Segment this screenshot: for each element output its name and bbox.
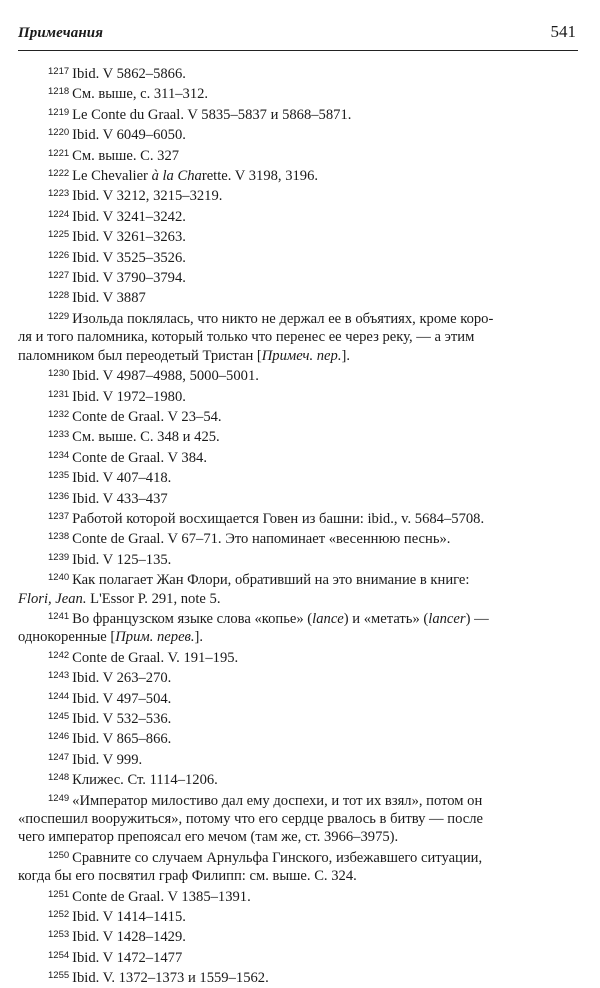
note-1240 <box>18 569 578 608</box>
note-text: Ibid. V 263–270. <box>72 670 172 687</box>
note-1223 <box>18 185 578 205</box>
note-number: 1249 <box>48 792 70 804</box>
running-title: Примечания <box>18 25 104 41</box>
note-text: Ibid. V 407–418. <box>72 470 172 487</box>
note-text-italic: lancer <box>428 610 466 627</box>
note-number: 1247 <box>48 751 70 763</box>
note-number: 1234 <box>48 449 70 461</box>
note-text: Ibid. V 3241–3242. <box>72 208 186 225</box>
note-text: Conte de Graal. V. 191–195. <box>72 649 239 666</box>
note-text: Работой которой восхищается Говен из башни: ibid., v. 5684–5708. <box>72 510 485 527</box>
note-1219 <box>18 104 578 124</box>
note-line <box>48 608 578 628</box>
note-text: rette. V 3198, 3196. <box>201 168 319 185</box>
note-1252 <box>18 906 578 926</box>
note-number: 1236 <box>48 490 70 502</box>
note-text: Ibid. V 433–437 <box>72 490 168 507</box>
note-text-italic: Примеч. пер. <box>261 347 342 364</box>
note-line <box>48 790 578 810</box>
note-number: 1226 <box>48 249 70 261</box>
note-number: 1248 <box>48 772 70 784</box>
note-1248 <box>18 769 578 789</box>
note-text: Ibid. V 1414–1415. <box>72 909 186 926</box>
note-1220 <box>18 124 578 144</box>
note-text: Ibid. V 3525–3526. <box>72 249 186 266</box>
note-1230 <box>18 365 578 385</box>
note-line <box>48 847 578 867</box>
note-1237 <box>18 508 578 528</box>
note-1249 <box>18 790 578 847</box>
note-text: См. выше. С. 348 и 425. <box>72 429 220 446</box>
note-1218 <box>18 83 578 103</box>
note-1251 <box>18 886 578 906</box>
note-number: 1228 <box>48 290 70 302</box>
note-line <box>18 347 578 365</box>
note-1243 <box>18 667 578 687</box>
note-1254 <box>18 947 578 967</box>
note-number: 1253 <box>48 929 70 941</box>
page-header <box>18 22 578 51</box>
note-text: Ibid. V 3887 <box>72 290 146 307</box>
note-text-italic: lance <box>312 610 344 627</box>
note-text: Ibid. V 1972–1980. <box>72 388 186 405</box>
note-number: 1217 <box>48 66 70 77</box>
note-line: «поспешил вооружиться», потому что его сердце рвалось в битву — после <box>18 811 483 828</box>
note-number: 1222 <box>48 168 70 180</box>
note-text: Conte de Graal. V 67–71. Это напоминает «весеннюю песнь». <box>72 531 451 548</box>
note-number: 1235 <box>48 470 70 482</box>
note-number: 1243 <box>48 670 70 682</box>
note-text: ]. <box>194 629 204 646</box>
note-1253 <box>18 926 578 946</box>
note-text: Ibid. V 3790–3794. <box>72 270 186 287</box>
note-text-italic: Flori, Jean. <box>18 590 87 607</box>
note-1236 <box>18 488 578 508</box>
note-text: L'Essor P. 291, note 5. <box>86 590 221 607</box>
note-line: когда бы его посвятил граф Филипп: см. выше. С. 324. <box>18 868 357 885</box>
note-number: 1221 <box>48 147 70 159</box>
note-text: Conte de Graal. V 23–54. <box>72 408 222 425</box>
note-1227 <box>18 267 578 287</box>
note-1222 <box>18 165 578 185</box>
note-number: 1225 <box>48 229 70 241</box>
note-1242 <box>18 647 578 667</box>
note-text: Ibid. V 497–504. <box>72 690 172 707</box>
note-text: Conte de Graal. V 384. <box>72 449 207 466</box>
note-text-italic: Прим. перев. <box>115 629 195 646</box>
note-1247 <box>18 749 578 769</box>
note-text: однокоренные [ <box>18 629 116 646</box>
note-text: Ibid. V 865–866. <box>72 731 172 748</box>
note-1244 <box>18 688 578 708</box>
note-number: 1254 <box>48 949 70 961</box>
note-number: 1255 <box>48 970 70 982</box>
page-number: 541 <box>550 22 576 41</box>
note-1246 <box>18 728 578 748</box>
note-text: Во французском языке слова «копье» ( <box>72 610 313 627</box>
note-text: См. выше, с. 311–312. <box>72 86 209 103</box>
note-number: 1239 <box>48 551 70 563</box>
note-number: 1230 <box>48 368 70 380</box>
note-number: 1233 <box>48 429 70 441</box>
endnotes-list <box>18 63 578 988</box>
note-1221 <box>18 145 578 165</box>
note-1217 <box>18 63 578 83</box>
note-1233 <box>18 426 578 446</box>
note-text: Ibid. V 1428–1429. <box>72 929 186 946</box>
note-number: 1241 <box>48 610 70 622</box>
note-text: Клижес. Ст. 1114–1206. <box>72 772 218 789</box>
note-number: 1252 <box>48 909 70 921</box>
note-1224 <box>18 206 578 226</box>
note-text: Изольда поклялась, что никто не держал ее в объятиях, кроме коро- <box>72 310 494 327</box>
note-number: 1237 <box>48 510 70 522</box>
note-1245 <box>18 708 578 728</box>
note-text: ) — <box>465 610 489 627</box>
note-1250 <box>18 847 578 886</box>
note-text: «Император милостиво дал ему доспехи, и тот их взял», потом он <box>72 792 483 809</box>
note-1228 <box>18 287 578 307</box>
note-1238 <box>18 528 578 548</box>
note-line: ля и того паломника, который только что перенес ее через реку, — а этим <box>18 329 475 346</box>
note-1235 <box>18 467 578 487</box>
note-text: Ibid. V. 1372–1373 и 1559–1562. <box>72 970 269 987</box>
note-text: Ibid. V 6049–6050. <box>72 127 186 144</box>
note-number: 1219 <box>48 106 70 118</box>
note-number: 1240 <box>48 572 70 584</box>
note-1232 <box>18 406 578 426</box>
note-1241 <box>18 608 578 647</box>
note-text: Conte de Graal. V 1385–1391. <box>72 888 251 905</box>
note-text: Ibid. V 532–536. <box>72 711 172 727</box>
note-number: 1224 <box>48 208 70 220</box>
note-number: 1242 <box>48 649 70 661</box>
note-1225 <box>18 226 578 246</box>
note-number: 1218 <box>48 86 70 98</box>
note-1239 <box>18 549 578 569</box>
note-1234 <box>18 447 578 467</box>
note-text: Ibid. V 4987–4988, 5000–5001. <box>72 368 259 385</box>
note-line <box>48 308 578 328</box>
note-text: Как полагает Жан Флори, обративший на это внимание в книге: <box>72 572 470 589</box>
note-1255 <box>18 967 578 987</box>
note-number: 1246 <box>48 731 70 743</box>
note-text: Ibid. V 3212, 3215–3219. <box>72 188 223 205</box>
note-number: 1232 <box>48 408 70 420</box>
note-text: паломником был переодетый Тристан [ <box>18 347 262 364</box>
note-number: 1223 <box>48 188 70 200</box>
note-text: Le Chevalier <box>72 168 152 185</box>
note-number: 1251 <box>48 888 70 900</box>
note-number: 1229 <box>48 310 70 322</box>
note-line <box>18 628 578 646</box>
note-number: 1227 <box>48 270 70 282</box>
note-1229 <box>18 308 578 365</box>
note-text: Ibid. V 999. <box>72 751 143 768</box>
note-text: Ibid. V 3261–3263. <box>72 229 186 246</box>
note-text: Ibid. V 1472–1477 <box>72 949 183 966</box>
note-text: ) и «метать» ( <box>343 610 429 627</box>
note-text: ]. <box>341 347 350 364</box>
note-line <box>18 590 578 608</box>
note-number: 1250 <box>48 849 70 861</box>
note-line: чего император препоясал его мечом (там же, ст. 3966–3975). <box>18 829 399 846</box>
note-text: Ibid. V 5862–5866. <box>72 66 186 82</box>
note-number: 1245 <box>48 711 70 722</box>
note-number: 1244 <box>48 690 70 702</box>
note-number: 1231 <box>48 388 70 400</box>
note-number: 1220 <box>48 127 70 139</box>
note-number: 1238 <box>48 531 70 543</box>
note-text: Ibid. V 125–135. <box>72 551 172 568</box>
note-text: См. выше. С. 327 <box>72 147 180 164</box>
note-text: Le Conte du Graal. V 5835–5837 и 5868–5871. <box>72 106 352 123</box>
note-text-italic: à la Cha <box>151 168 202 185</box>
note-1226 <box>18 247 578 267</box>
note-text: Сравните со случаем Арнульфа Гинского, избежавшего ситуации, <box>72 849 483 866</box>
note-line <box>48 569 578 589</box>
note-1231 <box>18 386 578 406</box>
